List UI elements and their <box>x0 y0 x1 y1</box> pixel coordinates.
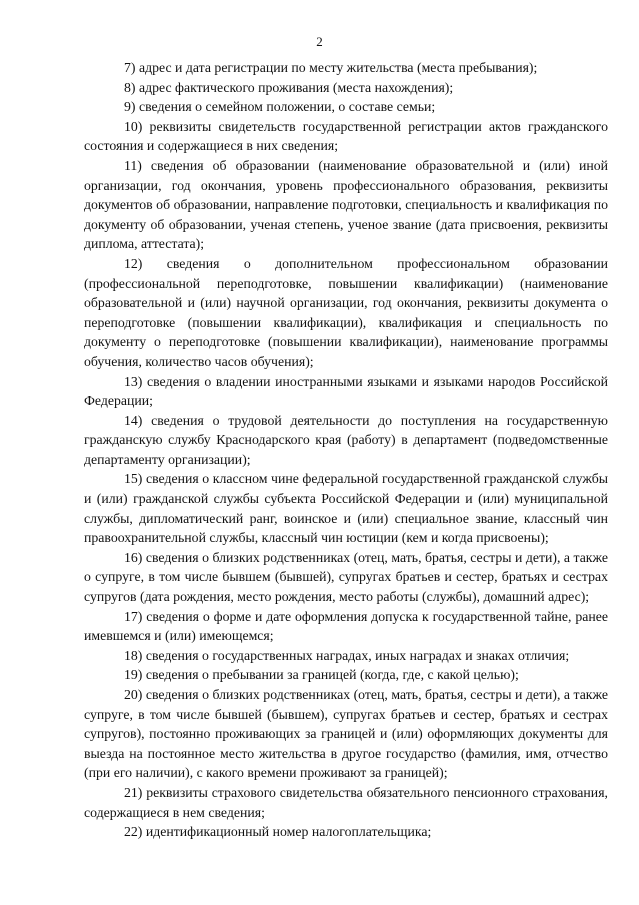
list-item-8: 8) адрес фактического проживания (места нахождения); <box>124 79 454 95</box>
page-number: 2 <box>316 34 323 49</box>
list-item-19: 19) сведения о пребывании за границей (когда, где, с какой целью); <box>124 667 519 683</box>
list-item-15: 15) сведения о классном чине федеральной государственной гражданской службы и (или) гражданской службы субъекта Российской Федерации и (или) муниципальной службы, дипломатический ранг, воинское и (или) специальное звание, классный чин правоохранительной службы, классный чин юстиции (кем и когда присвоены); <box>84 471 608 546</box>
list-item-17: 17) сведения о форме и дате оформления допуска к государственной тайне, ранее имевшемся и (или) имеющемся; <box>84 608 608 644</box>
list-item-20: 20) сведения о близких родственниках (отец, мать, братья, сестры и дети), а также супруге, в том числе бывшей (бывшем), супругах братьев и сестер, братьях и сестрах супругов), постоянно проживающих за границей и (или) оформляющих документы для выезда на постоянное место жительства в другое государство (фамилия, имя, отчество (при его наличии), с какого времени проживают за границей); <box>84 687 608 781</box>
list-item-21: 21) реквизиты страхового свидетельства обязательного пенсионного страхования, содержащиеся в нем сведения; <box>84 784 608 820</box>
list-item-16: 16) сведения о близких родственниках (отец, мать, братья, сестры и дети), а также о супруге, в том числе бывшем (бывшей), супругах братьев и сестер, братьях и сестрах супругов (дата рождения, место рождения, место работы (службы), домашний адрес); <box>84 549 608 605</box>
list-item-13: 13) сведения о владении иностранными языками и языками народов Российской Федерации; <box>84 373 608 409</box>
list-item-11: 11) сведения об образовании (наименование образовательной и (или) иной организации, год окончания, уровень профессионального образования, реквизиты документов об образовании, направление подготовки, специальность и квалификация по документу об образовании, ученая степень, ученое звание (дата присвоения, реквизиты диплома, аттестата); <box>84 157 608 252</box>
list-item-10: 10) реквизиты свидетельств государственной регистрации актов гражданского состояния и содержащиеся в них сведения; <box>84 118 608 154</box>
list-item-12: 12) сведения о дополнительном профессиональном образовании (профессиональной переподготовке, повышении квалификации) (наименование образовательной и (или) научной организации, год окончания, реквизиты документа о переподготовке (повышении квалификации), квалификация и специальность по документу о переподготовке (повышении квалификации), наименование программы обучения, количество часов обучения); <box>84 255 608 369</box>
list-item-22: 22) идентификационный номер налогоплательщика; <box>124 824 432 840</box>
document-body <box>84 58 608 842</box>
list-item-7: 7) адрес и дата регистрации по месту жительства (места пребывания); <box>124 60 538 75</box>
list-item-18: 18) сведения о государственных наградах, иных наградах и знаках отличия; <box>124 647 570 663</box>
list-item-14: 14) сведения о трудовой деятельности до поступления на государственную гражданскую службу Краснодарского края (работу) в департамент (подведомственные департаменту организации); <box>84 412 608 467</box>
list-item-9: 9) сведения о семейном положении, о составе семьи; <box>124 99 436 115</box>
